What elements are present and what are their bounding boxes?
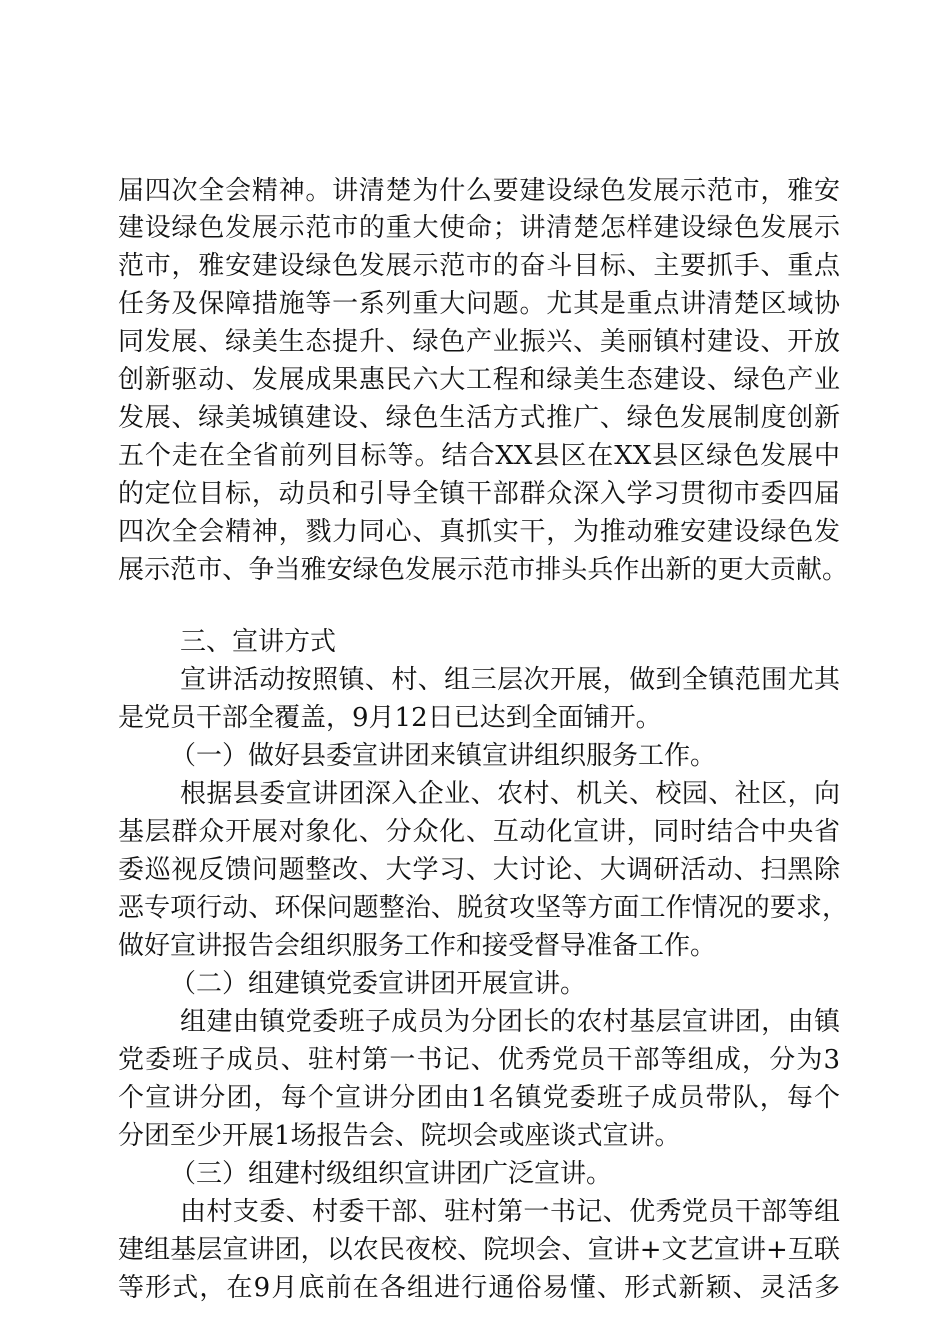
body-line: 发展、绿美城镇建设、绿色生活方式推广、绿色发展制度创新 — [118, 403, 840, 433]
body-line: 届四次全会精神。讲清楚为什么要建设绿色发展示范市，雅安 — [118, 176, 840, 206]
body-line: 委巡视反馈问题整改、大学习、大讨论、大调研活动、扫黑除 — [118, 855, 840, 885]
subsection-heading: （二）组建镇党委宣讲团开展宣讲。 — [170, 969, 587, 999]
body-line: 党委班子成员、驻村第一书记、优秀党员干部等组成，分为3 — [118, 1045, 840, 1075]
body-line: 任务及保障措施等一系列重大问题。尤其是重点讲清楚区域协 — [118, 289, 840, 319]
body-line: 等形式，在9月底前在各组进行通俗易懂、形式新颖、灵活多 — [118, 1273, 840, 1303]
body-line: 创新驱动、发展成果惠民六大工程和绿美生态建设、绿色产业 — [118, 365, 840, 395]
subsection-heading: （三）组建村级组织宣讲团广泛宣讲。 — [170, 1159, 613, 1189]
body-line: 建组基层宣讲团，以农民夜校、院坝会、宣讲+文艺宣讲+互联 — [118, 1235, 840, 1265]
body-line: 根据县委宣讲团深入企业、农村、机关、校园、社区，向 — [180, 779, 840, 809]
body-line: 的定位目标，动员和引导全镇干部群众深入学习贯彻市委四届 — [118, 479, 840, 509]
body-line: 个宣讲分团，每个宣讲分团由1名镇党委班子成员带队，每个 — [118, 1083, 840, 1113]
body-line: 由村支委、村委干部、驻村第一书记、优秀党员干部等组 — [180, 1197, 840, 1227]
body-line: 组建由镇党委班子成员为分团长的农村基层宣讲团，由镇 — [180, 1007, 840, 1037]
body-line: 五个走在全省前列目标等。结合XX县区在XX县区绿色发展中 — [118, 441, 840, 471]
body-line: 分团至少开展1场报告会、院坝会或座谈式宣讲。 — [118, 1121, 681, 1151]
body-line: 恶专项行动、环保问题整治、脱贫攻坚等方面工作情况的要求， — [118, 893, 848, 923]
body-line: 同发展、绿美生态提升、绿色产业振兴、美丽镇村建设、开放 — [118, 327, 840, 357]
body-line: 四次全会精神，戮力同心、真抓实干，为推动雅安建设绿色发 — [118, 517, 840, 547]
subsection-heading: （一）做好县委宣讲团来镇宣讲组织服务工作。 — [170, 741, 717, 771]
body-line: 做好宣讲报告会组织服务工作和接受督导准备工作。 — [118, 931, 717, 961]
body-line: 建设绿色发展示范市的重大使命；讲清楚怎样建设绿色发展示 — [118, 213, 840, 243]
body-line: 展示范市、争当雅安绿色发展示范市排头兵作出新的更大贡献。 — [118, 555, 848, 585]
section-heading: 三、宣讲方式 — [180, 627, 337, 657]
body-line: 宣讲活动按照镇、村、组三层次开展，做到全镇范围尤其 — [180, 665, 840, 695]
body-line: 基层群众开展对象化、分众化、互动化宣讲，同时结合中央省 — [118, 817, 840, 847]
body-line: 是党员干部全覆盖，9月12日已达到全面铺开。 — [118, 703, 662, 733]
body-line: 范市，雅安建设绿色发展示范市的奋斗目标、主要抓手、重点 — [118, 251, 840, 281]
